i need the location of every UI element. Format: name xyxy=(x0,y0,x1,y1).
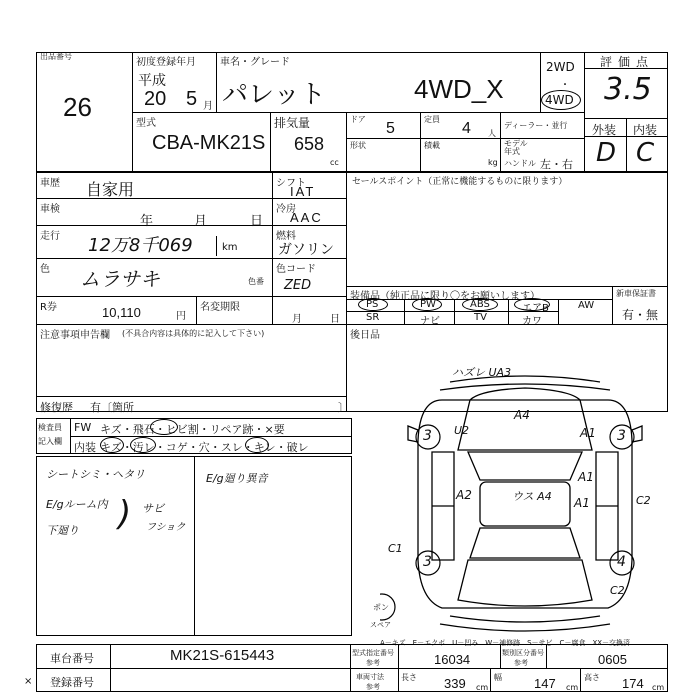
height-label: 高さ xyxy=(584,673,600,682)
note-seat: シートシミ・ヘタリ xyxy=(46,468,145,481)
type-ref: 参考 xyxy=(366,659,380,667)
divider xyxy=(216,52,217,112)
length: 339 xyxy=(444,676,466,691)
ac-label: 冷房 xyxy=(276,204,296,215)
cc-unit: cc xyxy=(330,158,339,167)
equip-ps: PS xyxy=(366,299,379,310)
equip-tv: TV xyxy=(474,312,487,323)
size-label: 車両寸法 xyxy=(356,673,384,681)
class-ref: 参考 xyxy=(514,659,528,667)
diag-c2-r: C2 xyxy=(636,494,651,507)
divider xyxy=(580,668,581,692)
tax-month: 月 xyxy=(292,314,302,325)
capacity: 4 xyxy=(462,120,471,137)
color-label: 色 xyxy=(40,264,50,275)
note-rust: サビ xyxy=(142,502,164,515)
divider xyxy=(36,668,668,669)
class-number: 0605 xyxy=(598,652,627,667)
inspect-row1-label: FW xyxy=(74,421,92,434)
note-engine-room: E/gルーム内 xyxy=(46,498,108,511)
equip-airbag: エアB xyxy=(522,303,549,314)
km-unit: km xyxy=(222,242,238,253)
height-unit: cm xyxy=(652,683,665,692)
divider xyxy=(500,112,501,172)
after-label: 後日品 xyxy=(350,330,380,341)
equip-abs-circle xyxy=(462,298,498,311)
reg-month: 5 xyxy=(186,88,198,110)
door-label: ドア xyxy=(350,115,366,124)
recycle-label: R券 xyxy=(40,302,57,313)
note-engine-noise: E/g廻り異音 xyxy=(206,472,268,485)
inspect-yogore-circle xyxy=(130,437,156,453)
shaken-month: 月 xyxy=(194,214,208,229)
equip-airbag-circle xyxy=(514,298,550,311)
diag-spare-icon: ポン xyxy=(373,603,389,612)
diagram-windshield xyxy=(468,452,582,480)
note-underbody: 下廻り xyxy=(46,524,79,537)
ac: AAC xyxy=(290,210,323,225)
chassis-label: 車台番号 xyxy=(50,652,94,665)
divider xyxy=(36,296,346,297)
divider xyxy=(110,644,111,692)
class-label: 類別区分番号 xyxy=(502,649,544,657)
divider xyxy=(346,112,347,172)
mileage: 12万8千069 xyxy=(88,235,193,256)
divider xyxy=(350,644,351,692)
diag-u2: U2 xyxy=(454,424,470,437)
inspect-sure-circle xyxy=(245,437,269,453)
recycle: 10,110 xyxy=(102,305,141,320)
model-label: 型式 xyxy=(136,118,156,129)
yen-unit: 円 xyxy=(176,311,186,322)
reg-label: 登録番号 xyxy=(50,676,94,689)
inspect-row2-label: 内装 xyxy=(74,441,96,454)
rating-label: 評価点 xyxy=(600,55,655,69)
divider xyxy=(612,286,613,324)
load-label: 積載 xyxy=(424,141,440,150)
divider xyxy=(404,299,405,324)
equip-pw-circle xyxy=(412,298,442,311)
diag-spare-label: スペア xyxy=(370,621,391,629)
divider xyxy=(216,236,217,256)
mileage-label: 走行 xyxy=(40,231,60,242)
color-code: ZED xyxy=(284,278,312,293)
diagram-rear-bumper xyxy=(450,616,600,622)
shaken-year: 年 xyxy=(140,214,154,229)
warranty-label: 新車保証書 xyxy=(616,289,656,298)
drive-4wd: 4WD xyxy=(545,93,574,107)
diag-c1-l: C1 xyxy=(388,542,403,555)
divider xyxy=(346,324,668,325)
lot-label: 出品番号 xyxy=(40,52,72,61)
divider xyxy=(346,138,584,139)
diag-a2: A2 xyxy=(456,488,472,502)
diag-tire-fl: 3 xyxy=(423,428,432,444)
inspect-kizu-circle xyxy=(100,437,124,453)
equip-ps-circle xyxy=(358,298,388,311)
damage-legend: A－キズ E－エクボ U－凹み W－補修跡 S－サビ C－腐食 XX－交換済 xyxy=(380,639,631,647)
reg-year: 20 xyxy=(144,88,167,110)
divider xyxy=(270,112,271,172)
displacement-label: 排気量 xyxy=(274,116,311,130)
car-grade: 4WD_X xyxy=(414,74,504,104)
divider xyxy=(36,396,346,397)
color: ムラサキ xyxy=(80,267,160,291)
divider xyxy=(490,668,491,692)
shaken-day: 日 xyxy=(250,214,264,229)
repair-close: 〕 xyxy=(338,401,349,414)
diagram-rear-window xyxy=(470,528,580,558)
handle-value: 左・右 xyxy=(540,158,573,171)
dealer-label: ディーラー・並行 xyxy=(504,121,568,130)
divider xyxy=(540,52,541,112)
repair-value: 有〔箇所 xyxy=(90,401,134,414)
equip-leather: カワ xyxy=(522,316,542,327)
diag-a4: A4 xyxy=(514,408,530,422)
tax-label: 名変期限 xyxy=(200,302,240,313)
color-no-label: 色番 xyxy=(248,277,264,286)
first-reg-label: 初度登録年月 xyxy=(136,57,196,68)
inspect-label2: 記入欄 xyxy=(38,437,62,446)
divider xyxy=(36,225,346,226)
divider xyxy=(196,296,197,324)
chassis-number: MK21S-615443 xyxy=(170,647,275,664)
diagram-body-outline xyxy=(418,400,632,608)
divider xyxy=(626,118,627,172)
divider xyxy=(272,172,273,324)
divider xyxy=(454,299,455,324)
handle-label: ハンドル xyxy=(504,159,536,168)
color-code-label: 色コード xyxy=(276,264,316,275)
model-year-label: モデル年式 xyxy=(504,139,528,156)
x-mark: × xyxy=(24,676,33,687)
diag-a1-low: A1 xyxy=(574,496,590,510)
doors: 5 xyxy=(386,120,395,137)
diag-c2-low: C2 xyxy=(610,584,625,597)
width: 147 xyxy=(534,676,556,691)
shift: IAT xyxy=(290,184,316,199)
length-unit: cm xyxy=(476,683,489,692)
diag-a1-top: A1 xyxy=(580,426,596,440)
divider xyxy=(132,112,584,113)
shift-label: シフト xyxy=(276,178,306,189)
era: 平成 xyxy=(138,73,166,89)
width-unit: cm xyxy=(566,683,579,692)
diag-a1-mid: A1 xyxy=(578,470,594,484)
repair-label: 修復歴 xyxy=(40,401,73,414)
usage-label: 車歴 xyxy=(40,178,60,189)
diagram-rear-hatch xyxy=(458,560,592,606)
lot-number: 26 xyxy=(63,92,92,122)
divider xyxy=(584,68,668,69)
displacement: 658 xyxy=(294,134,325,154)
interior-grade: C xyxy=(636,138,655,168)
height: 174 xyxy=(622,676,644,691)
month-unit: 月 xyxy=(203,101,213,112)
kg-unit: kg xyxy=(488,158,498,167)
divider xyxy=(558,299,559,324)
equip-aw: AW xyxy=(578,300,595,311)
model: CBA-MK21S xyxy=(152,132,266,154)
divider xyxy=(194,456,195,636)
notes-label: 注意事項申告欄 xyxy=(40,330,110,341)
shape-label: 形状 xyxy=(350,141,366,150)
equip-pw: PW xyxy=(420,299,436,310)
divider xyxy=(420,112,421,172)
diag-tire-rr: 4 xyxy=(617,554,626,570)
divider xyxy=(398,644,399,692)
fuel-label: 燃料 xyxy=(276,231,296,242)
car-name-label: 車名・グレード xyxy=(220,57,290,68)
notes-sub: (不具合内容は具体的に記入して下さい) xyxy=(122,329,265,338)
divider xyxy=(546,644,547,668)
interior-label: 内装 xyxy=(633,123,658,137)
inspect-hit-circle xyxy=(150,419,178,435)
divider xyxy=(70,418,71,454)
equip-abs: ABS xyxy=(470,299,490,310)
size-ref: 参考 xyxy=(366,683,380,691)
equipment-label: 装備品（純正品に限り〇をお願いします） xyxy=(350,291,540,302)
diag-tire-rl: 3 xyxy=(423,554,432,570)
equip-navi: ナビ xyxy=(420,316,440,327)
inspect-row1: キズ・飛石・ヒビ割・リペア跡・×要 xyxy=(100,423,285,436)
drive-dot: ・ xyxy=(560,80,570,91)
tax-day: 日 xyxy=(330,314,340,325)
diag-top: ハズレ UA3 xyxy=(452,366,512,379)
width-label: 幅 xyxy=(494,673,502,682)
diag-tire-fr: 3 xyxy=(617,428,626,444)
inspect-row2: キズ・汚レ・コゲ・穴・スレ・キレ・破レ xyxy=(100,441,309,454)
person-unit: 人 xyxy=(488,129,496,138)
divider xyxy=(500,644,501,668)
rating-value: 3.5 xyxy=(604,72,652,107)
inspect-label1: 検査員 xyxy=(38,423,62,432)
note-corrosion: フショク xyxy=(146,522,186,533)
divider xyxy=(346,172,347,412)
length-label: 長さ xyxy=(401,673,417,682)
type-number: 16034 xyxy=(434,652,471,667)
divider xyxy=(584,52,585,172)
drive-2wd: 2WD xyxy=(546,60,575,74)
car-diagram xyxy=(380,360,670,660)
car-name: パレット xyxy=(222,79,326,109)
exterior-label: 外装 xyxy=(592,123,617,137)
fuel: ガソリン xyxy=(278,241,334,257)
exterior-grade: D xyxy=(596,138,617,168)
capacity-label: 定員 xyxy=(424,115,440,124)
usage: 自家用 xyxy=(86,182,135,199)
equip-sr: SR xyxy=(366,312,380,323)
sales-point-label: セールスポイント（正常に機能するものに限ります） xyxy=(352,177,568,187)
shaken-label: 車検 xyxy=(40,204,60,215)
note-brace: ) xyxy=(118,494,132,534)
diag-uw: ウス A4 xyxy=(512,490,552,503)
divider xyxy=(508,299,509,324)
divider xyxy=(584,136,668,137)
warranty: 有・無 xyxy=(622,308,659,322)
type-label: 型式指定番号 xyxy=(352,649,394,657)
